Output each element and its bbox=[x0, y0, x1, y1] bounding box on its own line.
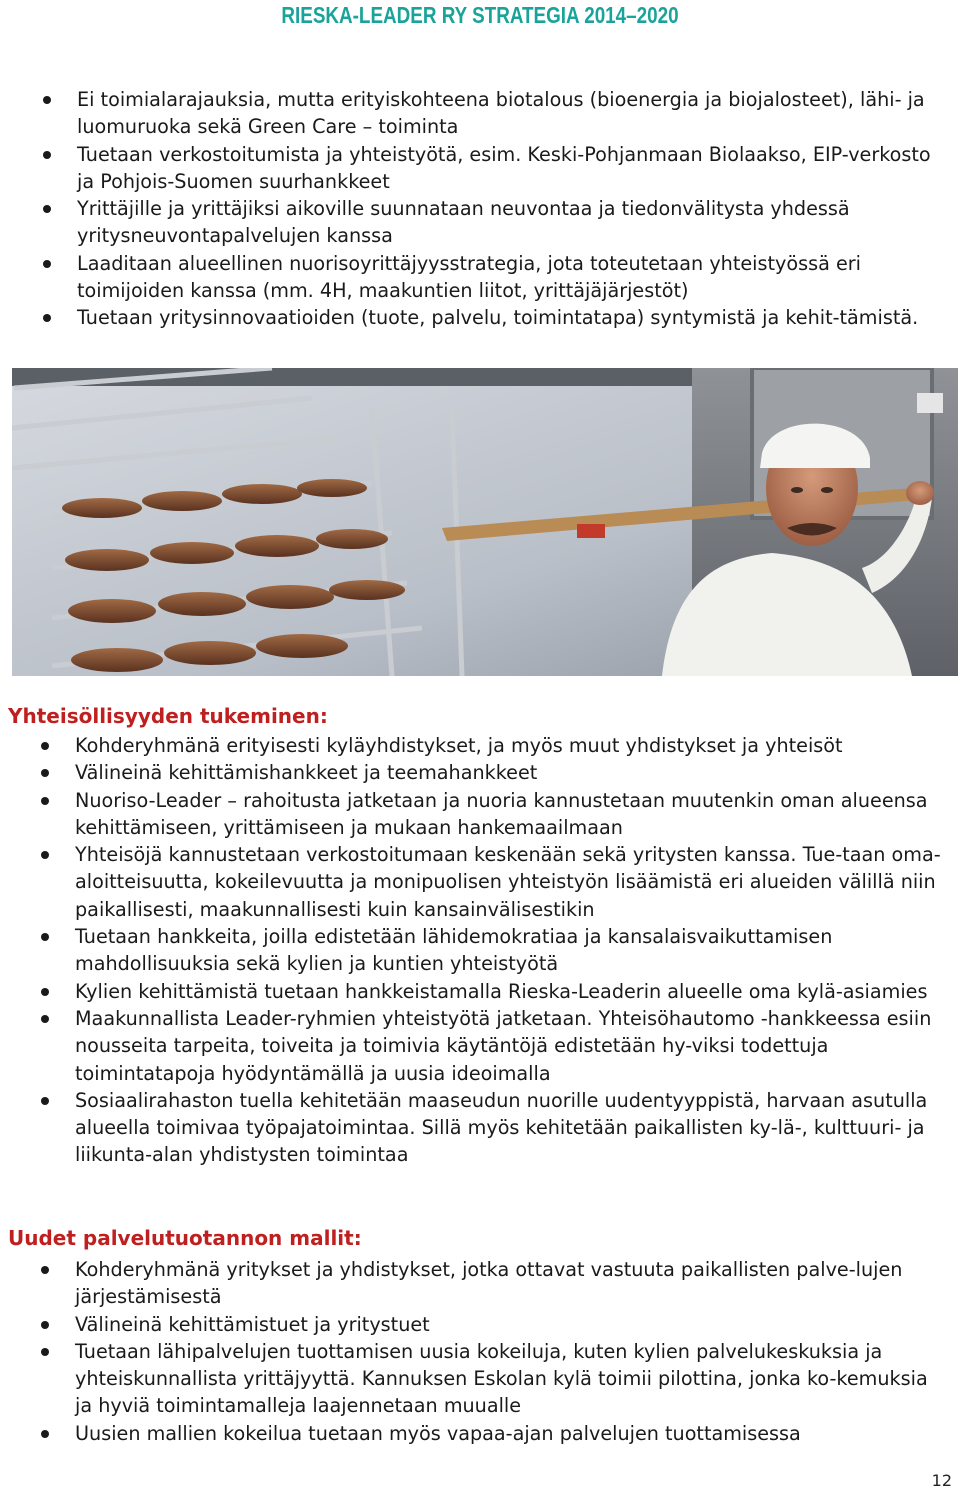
section-heading-service-models: Uudet palvelutuotannon mallit: bbox=[8, 1226, 362, 1250]
list-item: Maakunnallista Leader-ryhmien yhteistyötä jatketaan. Yhteisöhautomo -hankkeessa esiin nousseita tarpeita, toiveita ja toimivia käytäntöjä edistetään hy-viksi todettuja toimintatapoja hyödyntämällä ja uusia ideoimalla bbox=[4, 1005, 944, 1087]
list-item: Ei toimialarajauksia, mutta erityiskohteena biotalous (bioenergia ja biojalosteet), lähi- ja luomuruoka sekä Green Care – toiminta bbox=[6, 86, 946, 141]
list-item: Tuetaan yritysinnovaatioiden (tuote, palvelu, toimintatapa) syntymistä ja kehit-tämistä. bbox=[6, 304, 946, 331]
document-header-title: RIESKA-LEADER RY STRATEGIA 2014–2020 bbox=[281, 2, 679, 28]
service-models-bullet-list bbox=[4, 1256, 944, 1447]
intro-bullet-list bbox=[6, 86, 946, 332]
list-item: Kylien kehittämistä tuetaan hankkeistamalla Rieska-Leaderin alueelle oma kylä-asiamies bbox=[4, 978, 944, 1005]
section-heading-community: Yhteisöllisyyden tukeminen: bbox=[8, 704, 328, 728]
list-item: Välineinä kehittämistuet ja yritystuet bbox=[4, 1311, 944, 1338]
list-item: Kohderyhmänä erityisesti kyläyhdistykset, ja myös muut yhdistykset ja yhteisöt bbox=[4, 732, 944, 759]
list-item: Yhteisöjä kannustetaan verkostoitumaan keskenään sekä yritysten kanssa. Tue-taan oma-aloitteisuutta, kokeilevuutta ja monipuolisen yhteistyön lisäämistä eri alueiden välillä niin paikallisesti, maakunnallisesti kuin kansainvälisestikin bbox=[4, 841, 944, 923]
community-bullet-list bbox=[4, 732, 944, 1169]
list-item: Välineinä kehittämishankkeet ja teemahankkeet bbox=[4, 759, 944, 786]
list-item: Tuetaan verkostoitumista ja yhteistyötä, esim. Keski-Pohjanmaan Biolaakso, EIP-verkosto ja Pohjois-Suomen suurhankkeet bbox=[6, 141, 946, 196]
list-item: Tuetaan lähipalvelujen tuottamisen uusia kokeiluja, kuten kylien palvelukeskuksia ja yhteiskunnallista yrittäjyyttä. Kannuksen Eskolan kylä toimii pilottina, jonka ko-kemuksia ja hyviä toimintamalleja laajennetaan muualle bbox=[4, 1338, 944, 1420]
list-item: Sosiaalirahaston tuella kehitetään maaseudun nuorille uudentyyppistä, harvaan asutulla alueella toimivaa työpajatoimintaa. Sillä myös kehitetään paikallisten ky-lä-, kulttuuri- ja liikunta-alan yhdistysten toimintaa bbox=[4, 1087, 944, 1169]
list-item: Kohderyhmänä yritykset ja yhdistykset, jotka ottavat vastuuta paikallisten palve-lujen järjestämisestä bbox=[4, 1256, 944, 1311]
bakery-photo bbox=[12, 368, 958, 676]
page-number: 12 bbox=[931, 1471, 952, 1490]
list-item: Yrittäjille ja yrittäjiksi aikoville suunnataan neuvontaa ja tiedonvälitysta yhdessä yritysneuvontapalvelujen kanssa bbox=[6, 195, 946, 250]
list-item: Laaditaan alueellinen nuorisoyrittäjyysstrategia, jota toteutetaan yhteistyössä eri toimijoiden kanssa (mm. 4H, maakuntien liitot, yrittäjäjärjestöt) bbox=[6, 250, 946, 305]
list-item: Tuetaan hankkeita, joilla edistetään lähidemokratiaa ja kansalaisvaikuttamisen mahdollisuuksia sekä kylien ja kuntien yhteistyötä bbox=[4, 923, 944, 978]
list-item: Uusien mallien kokeilua tuetaan myös vapaa-ajan palvelujen tuottamisessa bbox=[4, 1420, 944, 1447]
list-item: Nuoriso-Leader – rahoitusta jatketaan ja nuoria kannustetaan muutenkin oman alueensa kehittämiseen, yrittämiseen ja mukaan hankemaailmaan bbox=[4, 787, 944, 842]
